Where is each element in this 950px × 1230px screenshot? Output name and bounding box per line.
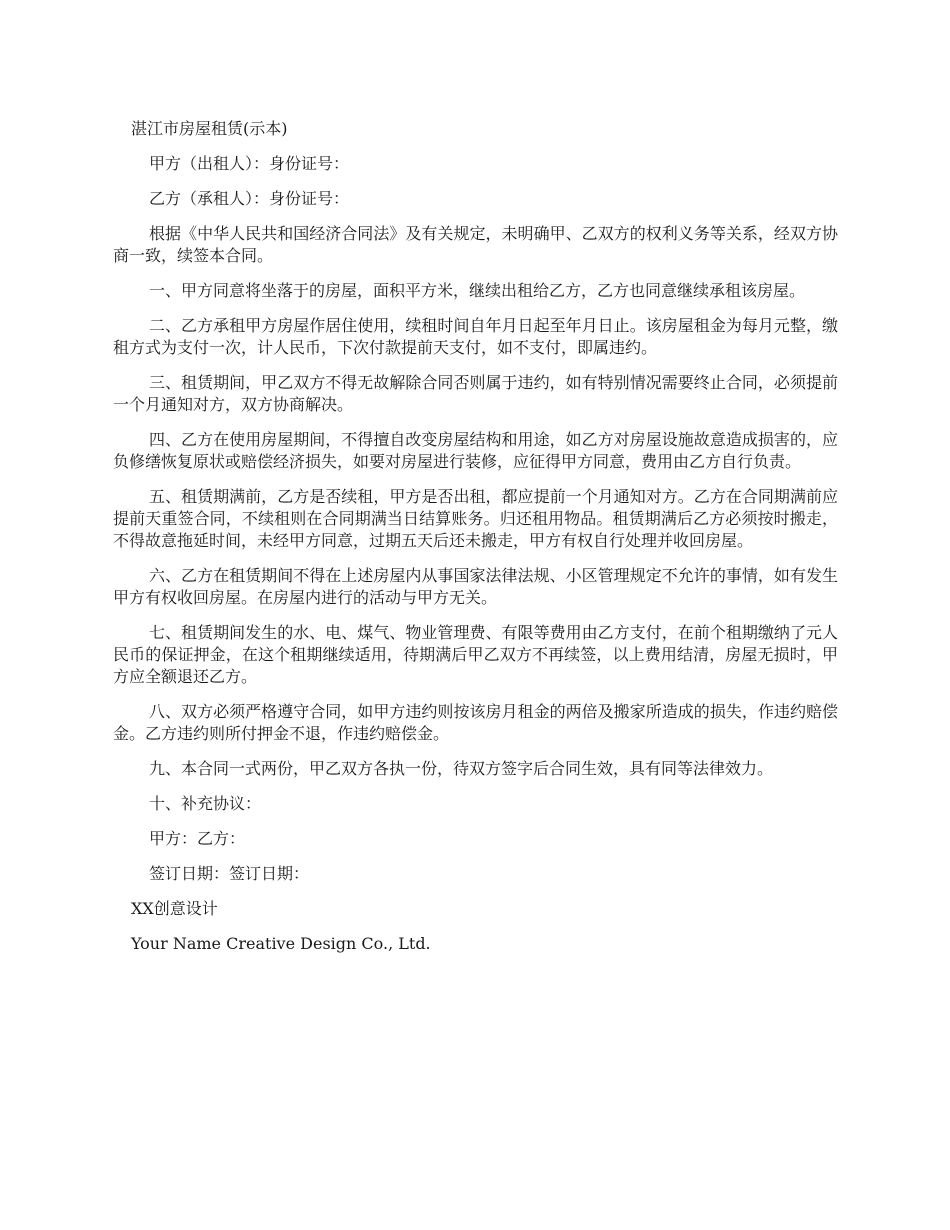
clause-1: 一、甲方同意将坐落于的房屋，面积平方米，继续出租给乙方，乙方也同意继续承租该房屋。 — [149, 281, 806, 300]
clause-2: 二、乙方承租甲方房屋作居住使用，续租时间自年月日起至年月日止。该房屋租金为每月元整，缴租方式为支付一次，计人民币，下次付款提前天支付，如不支付，即属违约。 — [113, 316, 838, 357]
party-b-line: 乙方（承租人）：身份证号： — [149, 189, 350, 208]
clause-8: 八、双方必须严格遵守合同，如甲方违约则按该房月租金的两倍及搬家所造成的损失，作违约赔偿金。乙方违约则所付押金不退，作违约赔偿金。 — [113, 702, 838, 743]
clause-6: 六、乙方在租赁期间不得在上述房屋内从事国家法律法规、小区管理规定不允许的事情，如有发生甲方有权收回房屋。在房屋内进行的活动与甲方无关。 — [113, 566, 838, 607]
signatures-line: 甲方：乙方： — [149, 829, 246, 848]
company-name-cn: XX创意设计 — [131, 899, 218, 918]
contract-document — [113, 118, 838, 968]
clause-5: 五、租赁期满前，乙方是否续租，甲方是否出租，都应提前一个月通知对方。乙方在合同期满前应提前天重签合同，不续租则在合同期满当日结算账务。归还租用物品。租赁期满后乙方必须按时搬走，不得故意拖延时间，未经甲方同意，过期五天后还未搬走，甲方有权自行处理并收回房屋。 — [113, 487, 838, 550]
clause-3: 三、租赁期间，甲乙双方不得无故解除合同否则属于违约，如有特别情况需要终止合同，必须提前一个月通知对方，双方协商解决。 — [113, 373, 838, 414]
clause-7: 七、租赁期间发生的水、电、煤气、物业管理费、有限等费用由乙方支付，在前个租期缴纳了元人民币的保证押金，在这个租期继续适用，待期满后甲乙双方不再续签，以上费用结清，房屋无损时，甲方应全额退还乙方。 — [113, 623, 838, 686]
intro-paragraph: 根据《中华人民共和国经济合同法》及有关规定，未明确甲、乙双方的权利义务等关系，经双方协商一致，续签本合同。 — [113, 224, 838, 265]
company-name-en: Your Name Creative Design Co., Ltd. — [131, 934, 431, 953]
clause-9: 九、本合同一式两份，甲乙双方各执一份，待双方签字后合同生效，具有同等法律效力。 — [149, 759, 774, 778]
supplement-line: 十、补充协议： — [149, 794, 262, 813]
sign-date-line: 签订日期：签订日期： — [149, 864, 310, 883]
party-a-line: 甲方（出租人）：身份证号： — [149, 154, 350, 173]
document-title: 湛江市房屋租赁(示本) — [131, 119, 288, 138]
clause-4: 四、乙方在使用房屋期间，不得擅自改变房屋结构和用途，如乙方对房屋设施故意造成损害的，应负修缮恢复原状或赔偿经济损失，如要对房屋进行装修，应征得甲方同意，费用由乙方自行负责。 — [113, 430, 838, 471]
